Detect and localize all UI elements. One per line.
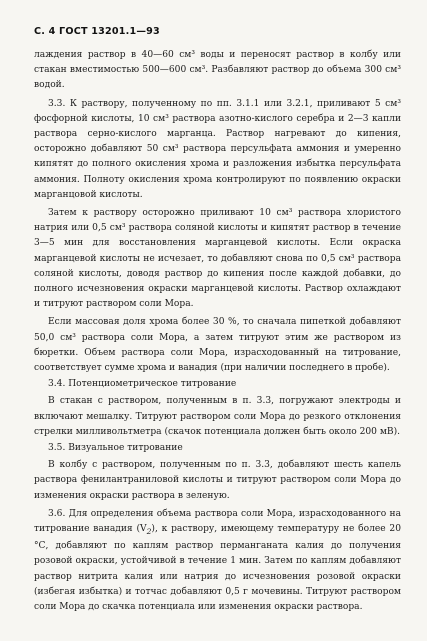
section-3-5-heading: 3.5. Визуальное титрование — [48, 443, 183, 454]
paragraph-1: лаждения раствор в 40—60 см³ воды и переносят раствор в колбу или стакан вместимостью 500—600 см³. Разбавляют раствор до объема 300 см³ водой. — [34, 50, 401, 91]
paragraph-3-4: В стакан с раствором, полученным в п. 3.3, погружают электроды и включают мешалку. Титруют раствором соли Мора до резкого отклонения стрелки милливольтметра (скачок потенциала должен быть около 200 мВ). — [34, 396, 401, 437]
paragraph-3-3-cont: Затем к раствору осторожно приливают 10 см³ раствора хлористого натрия или 0,5 см³ раствора соляной кислоты и кипятят раствор в течение 3—5 мин для восстановления марганцевой кислоты. Если окраска марганцевой кислоты не исчезает, то добавляют снова по 0,5 см³ раствора соляной кислоты, доводя раствор до кипения после каждой добавки, до полного исчезновения окраски марганцевой кислоты. Раствор охлаждают и титруют раствором соли Мора. — [34, 208, 401, 310]
paragraph-3-6 — [34, 507, 401, 615]
paragraph-3-3-chrome: Если массовая доля хрома более 30 %, то сначала пипеткой добавляют 50,0 см³ раствора соли Мора, а затем титруют этим же раствором из бюретки. Объем раствора соли Мора, израсходованный на титрование, соответствует сумме хрома и ванадия (при наличии последнего в пробе). — [34, 317, 401, 374]
paragraph-3-6-part2: ), к раствору, имеющему температуру не более 20 °С, добавляют по каплям раствор перманганата калия до получения розовой окраски, устойчивой в течение 1 мин. Затем по каплям добавляют раствор нитрита калия или натрия до исчезновения розовой окраски (избегая избытка) и тотчас добавляют 0,5 г мочевины. Титруют раствором соли Мора до скачка потенциала или изменения окраски раствора. — [34, 524, 401, 612]
paragraph-3-3: 3.3. К раствору, полученному по пп. 3.1.1 или 3.2.1, приливают 5 см³ фосфорной кислоты, 10 см³ раствора азотно-кислого серебра и 2—3 капли раствора серно-кислого марганца. Раствор нагревают до кипения, осторожно добавляют 50 см³ раствора персульфата аммония и умеренно кипятят до полного окисления хрома и разложения избытка персульфата аммония. Полноту окисления хрома контролируют по появлению окраски марганцовой кислоты. — [34, 98, 401, 200]
vanadium-subscript: 2 — [146, 526, 152, 536]
section-3-4-heading: 3.4. Потенциометрическое титрование — [48, 379, 237, 390]
page-header: С. 4 ГОСТ 13201.1—93 — [34, 26, 160, 37]
paragraph-3-5: В колбу с раствором, полученным по п. 3.3, добавляют шесть капель раствора фенилантраниловой кислоты и титруют раствором соли Мора до изменения окраски раствора в зеленую. — [34, 460, 401, 501]
paragraph-3-6-part1: 3.6. Для определения объема раствора соли Мора, израсходованного на титрование ванадия (V — [34, 508, 401, 535]
